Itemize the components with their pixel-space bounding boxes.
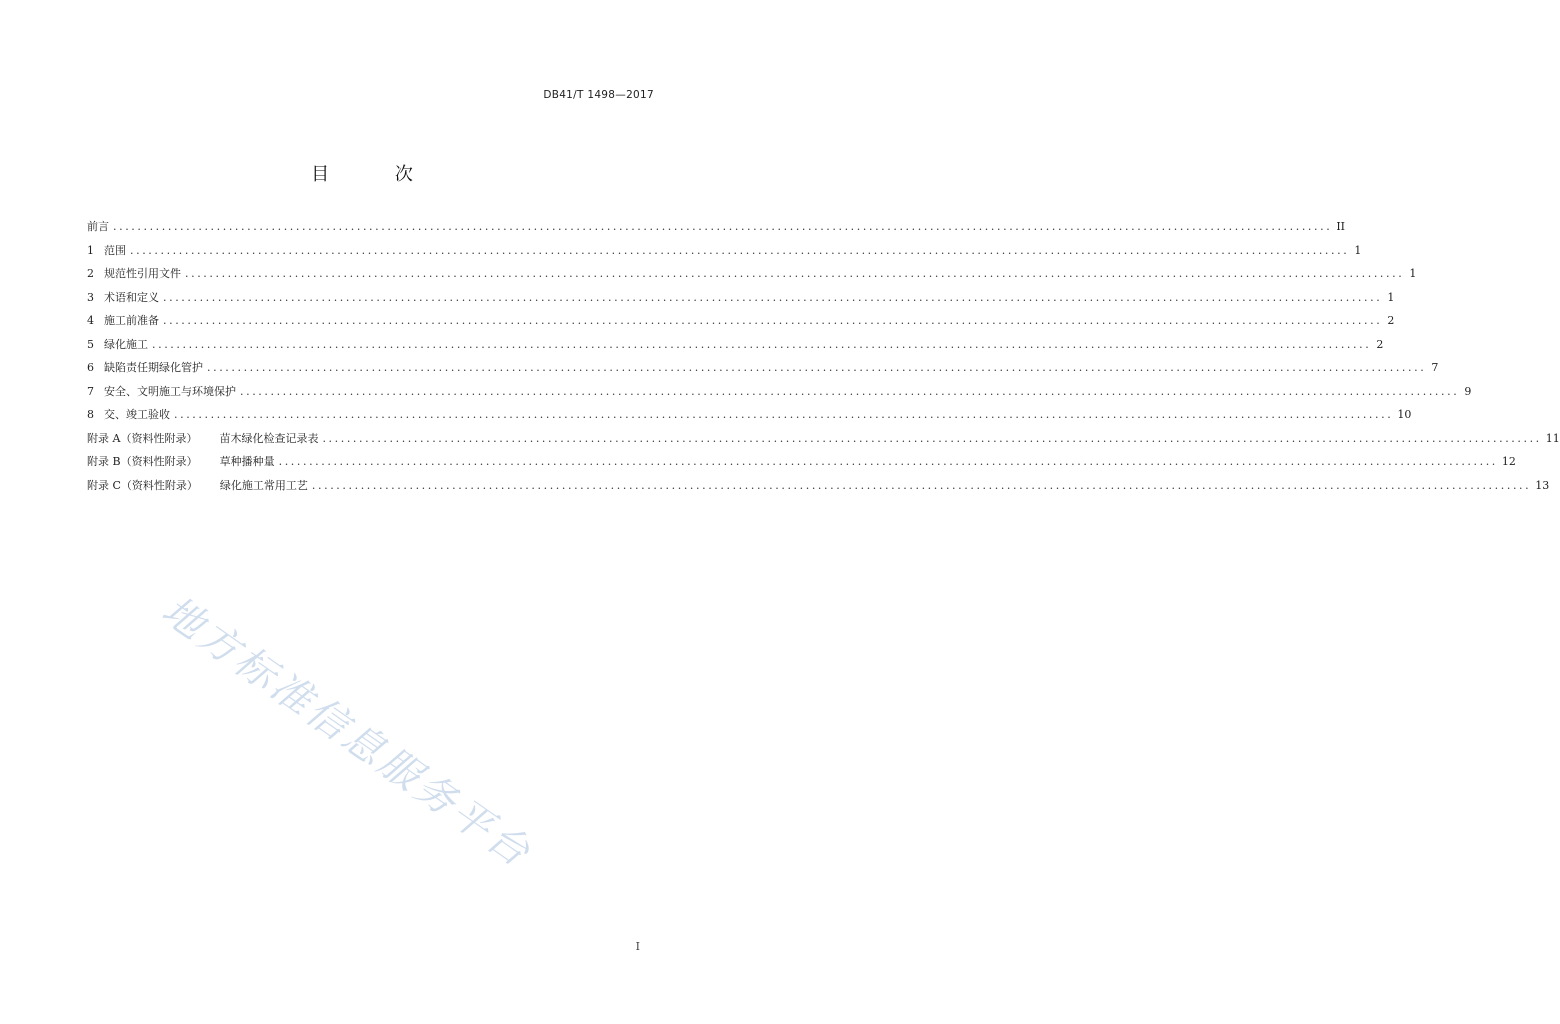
toc-entry[interactable] — [87, 430, 1560, 454]
toc-entry-page: 10 — [1397, 408, 1412, 421]
toc-dot-leader: ........................................................................................................................................................................................................ — [130, 243, 1350, 257]
toc-entry-title: 绿化施工 — [104, 337, 148, 351]
page-title: 目 次 — [311, 164, 443, 185]
toc-entry[interactable] — [87, 289, 1395, 313]
toc-entry-page: 1 — [1354, 243, 1362, 257]
toc-entry-number: 4 — [87, 314, 94, 327]
standard-code: DB41/T 1498—2017 — [543, 89, 654, 101]
toc-entry-page: 12 — [1501, 455, 1516, 468]
toc-entry-title: 范围 — [104, 243, 126, 257]
toc-entry-title: 术语和定义 — [104, 290, 159, 304]
toc-entry-number: 2 — [87, 267, 94, 280]
toc-entry-label — [87, 312, 159, 328]
toc-dot-leader: ........................................................................................................................................................................................................ — [152, 337, 1372, 351]
toc-entry[interactable] — [87, 359, 1439, 383]
toc-entry-subtitle: 绿化施工常用工艺 — [219, 478, 308, 492]
toc-entry[interactable] — [87, 265, 1417, 289]
toc-dot-leader: ........................................................................................................................................................................................................ — [322, 431, 1542, 445]
toc-entry-title: 规范性引用文件 — [104, 267, 181, 280]
toc-entry-page: 7 — [1431, 361, 1439, 374]
toc-entry-label — [87, 336, 148, 352]
toc-entry-title: 附录 B（资料性附录） — [87, 455, 198, 468]
toc-entry-page: 9 — [1464, 384, 1472, 398]
toc-entry-number: 3 — [87, 290, 94, 304]
toc-entry-label — [87, 453, 275, 469]
toc-entry-title: 附录 C（资料性附录） — [87, 478, 198, 492]
toc-entry-subtitle: 苗木绿化检查记录表 — [219, 431, 319, 445]
toc-entry-page: 1 — [1387, 290, 1395, 304]
toc-entry-page: 13 — [1535, 478, 1550, 492]
toc-dot-leader: ........................................................................................................................................................................................................ — [207, 361, 1427, 374]
toc-entry[interactable] — [87, 453, 1516, 477]
toc-entry[interactable] — [87, 477, 1550, 501]
toc-entry-page: II — [1336, 220, 1346, 233]
toc-dot-leader: ........................................................................................................................................................................................................ — [311, 478, 1532, 492]
toc-entry[interactable] — [87, 383, 1472, 407]
toc-entry-label — [87, 289, 159, 305]
toc-dot-leader: ........................................................................................................................................................................................................ — [163, 314, 1383, 327]
toc-entry-title: 安全、文明施工与环境保护 — [104, 384, 236, 398]
toc-entry-number: 7 — [87, 384, 94, 398]
toc-entry-label — [87, 359, 203, 375]
toc-entry-page: 1 — [1409, 267, 1417, 280]
toc-entry-title: 交、竣工验收 — [104, 408, 170, 421]
toc-entry-number: 5 — [87, 337, 94, 351]
toc-entry-title: 前言 — [87, 220, 109, 233]
toc-entry-label — [87, 218, 109, 234]
toc-dot-leader: ........................................................................................................................................................................................................ — [163, 290, 1383, 304]
toc-entry-page: 2 — [1376, 337, 1384, 351]
toc-entry-label — [87, 265, 181, 281]
toc-entry-label — [87, 383, 236, 399]
toc-entry-subtitle: 草种播种量 — [219, 455, 275, 468]
toc-entry-label — [87, 406, 170, 422]
toc-entry[interactable] — [87, 242, 1362, 266]
toc-entry-number: 1 — [87, 243, 94, 257]
toc-entry-page: 11 — [1545, 431, 1560, 445]
toc-entry-number: 6 — [87, 361, 94, 374]
page-number: I — [635, 940, 640, 953]
toc-entry-label — [87, 242, 126, 258]
toc-entry-label — [87, 430, 318, 446]
toc-entry-title: 附录 A（资料性附录） — [87, 431, 198, 445]
toc-entry-label — [87, 477, 308, 493]
toc-entry[interactable] — [87, 406, 1412, 430]
toc-entry-number: 8 — [87, 408, 94, 421]
toc-dot-leader: ........................................................................................................................................................................................................ — [278, 455, 1498, 468]
table-of-contents — [87, 218, 1560, 500]
watermark: 地方标准信息服务平台 — [153, 587, 541, 878]
toc-entry-page: 2 — [1387, 314, 1395, 327]
toc-entry-title: 缺陷责任期绿化管护 — [104, 361, 203, 374]
toc-dot-leader: ........................................................................................................................................................................................................ — [240, 384, 1460, 398]
toc-entry[interactable] — [87, 312, 1395, 336]
toc-dot-leader: ........................................................................................................................................................................................................ — [174, 408, 1394, 421]
toc-entry[interactable] — [87, 218, 1346, 242]
toc-dot-leader: ........................................................................................................................................................................................................ — [113, 220, 1333, 233]
toc-dot-leader: ........................................................................................................................................................................................................ — [185, 267, 1405, 280]
toc-entry-title: 施工前准备 — [104, 314, 159, 327]
toc-entry[interactable] — [87, 336, 1384, 360]
